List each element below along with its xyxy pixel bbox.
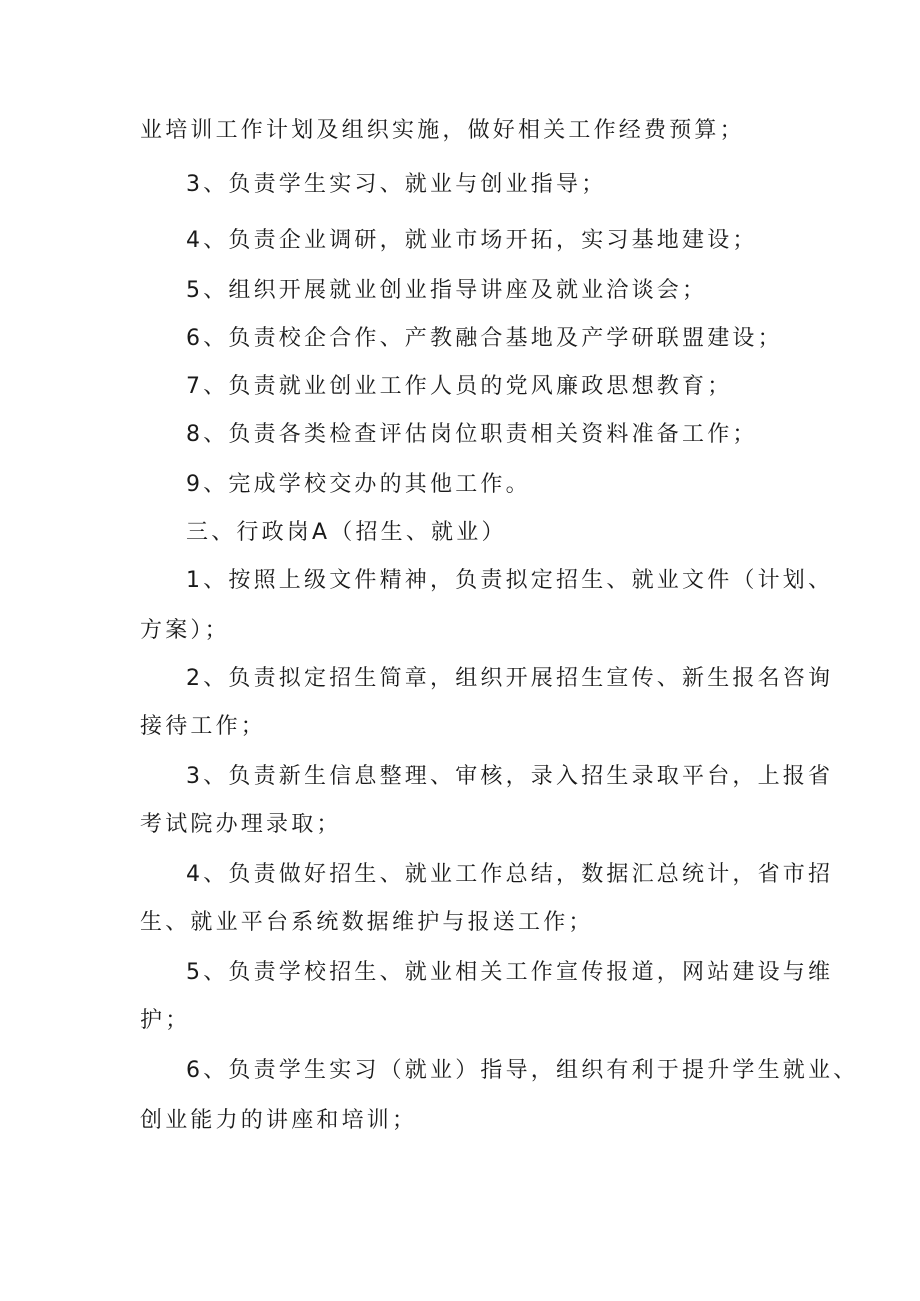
text-line-duty-1: 1、按照上级文件精神，负责拟定招生、就业文件（计划、 [186,568,834,593]
text-line-duty-3-cont: 考试院办理录取； [140,812,342,837]
text-line-item-5: 5、组织开展就业创业指导讲座及就业洽谈会； [186,278,708,303]
text-line-duty-6-cont: 创业能力的讲座和培训； [140,1108,418,1133]
text-line-item-7: 7、负责就业创业工作人员的党风廉政思想教育； [186,374,733,399]
text-line-item-9: 9、完成学校交办的其他工作。 [186,472,531,497]
text-line-continuation: 业培训工作计划及组织实施，做好相关工作经费预算； [140,118,745,143]
text-line-item-4: 4、负责企业调研，就业市场开拓，实习基地建设； [186,228,758,253]
text-line-item-8: 8、负责各类检查评估岗位职责相关资料准备工作； [186,422,758,447]
text-line-item-6: 6、负责校企合作、产教融合基地及产学研联盟建设； [186,326,783,351]
text-line-duty-3: 3、负责新生信息整理、审核，录入招生录取平台，上报省 [186,764,834,789]
text-line-duty-6: 6、负责学生实习（就业）指导，组织有利于提升学生就业、 [186,1058,859,1083]
text-line-duty-2: 2、负责拟定招生简章，组织开展招生宣传、新生报名咨询 [186,666,834,691]
text-line-duty-5: 5、负责学校招生、就业相关工作宣传报道，网站建设与维 [186,960,834,985]
text-line-duty-4: 4、负责做好招生、就业工作总结，数据汇总统计，省市招 [186,862,834,887]
text-line-item-3: 3、负责学生实习、就业与创业指导； [186,172,607,197]
text-line-duty-4-cont: 生、就业平台系统数据维护与报送工作； [140,910,594,935]
section-heading: 三、行政岗A（招生、就业） [186,520,507,545]
text-line-duty-2-cont: 接待工作； [140,714,267,739]
text-line-duty-5-cont: 护； [140,1008,191,1033]
text-line-duty-1-cont: 方案）； [140,618,230,643]
